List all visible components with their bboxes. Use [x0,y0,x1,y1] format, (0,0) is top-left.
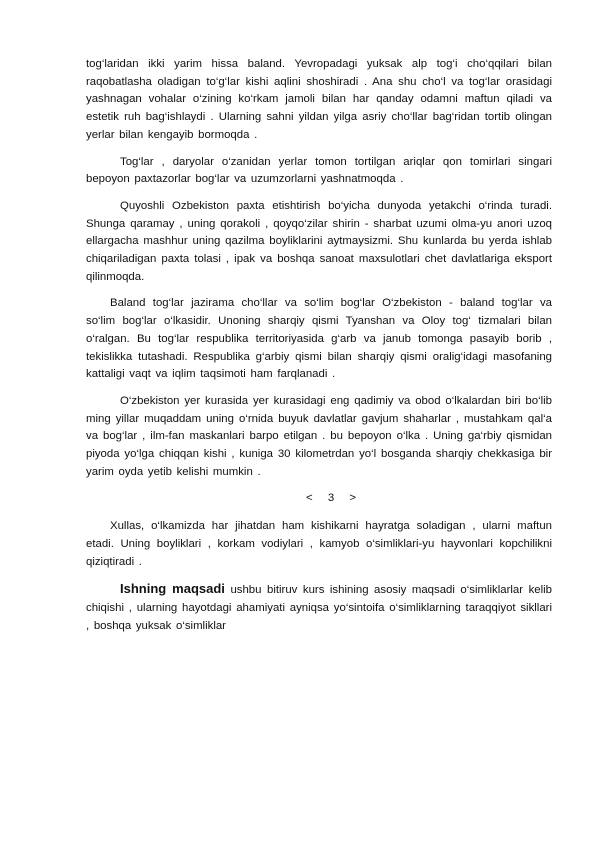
purpose-text: ushbu bitiruv kurs ishining asosiy maqsadi o‘simliklarlar kelib chiqishi , ularning hayotdagi ahamiyati ayniqsa yo‘sintoifa o‘simliklarning taraqqiyot sikllari , boshqa yuksak o‘simliklar [86,584,552,632]
paragraph-3: Quyoshli Ozbekiston paxta etishtirish bo‘yicha dunyoda yetakchi o‘rinda turadi. Shunga qaramay , uning qorakoli , qoyqo‘zilar shirin - sharbat uzumi olma-yu anori uzoq ellargacha mashhur uning qazilma boyliklarini aytmaysizmi. Shu kunlarda bu yerda ishlab chiqariladigan paxta tolasi , ipak va boshqa sanoat maxsulotlari chet davlatlariga eksport qilinmoqda. [86,199,552,283]
paragraph-6: Xullas, o‘lkamizda har jihatdan ham kishikarni hayratga soladigan , ularni maftun etadi. Uning boyliklari , korkam vodiylari , kamyob o‘simliklari-yu hayvonlari kopchilikni qiziqtiradi . [86,520,552,568]
purpose-label: Ishning maqsadi [120,581,225,597]
paragraph-2: Tog‘lar , daryolar o‘zanidan yerlar tomon tortilgan ariqlar qon tomirlari singari bepoyon paxtazorlar bog‘lar va uzumzorlarni yashnatmoqda . [86,155,552,186]
paragraph-1: tog‘laridan ikki yarim hissa baland. Yevropadagi yuksak alp tog‘i cho‘qqilari bilan raqobatlasha oladigan to‘g‘lar kishi aqlini shoshiradi . Ana shu cho‘l va tog‘lar orasidagi yashnagan vohalar o‘zining ko‘rkam jamoli bilan har qanday odamni maftun qiladi va estetik ruh bag‘ishlaydi . Ularning sahni yildan yilga asriy cho‘llar bag‘ridan tortib olingan yerlar bilan kengayib bormoqda . [86,58,552,141]
page-number: < 3 > [306,492,362,505]
paragraph-4: Baland tog‘lar jazirama cho‘llar va so‘lim bog‘lar O‘zbekiston - baland tog‘lar va so‘lim bog‘lar o‘lkasidir. Unoning sharqiy qismi Tyanshan va Oloy tog‘ tizmalari bilan o‘ralgan. Bu tog‘lar respublika territoriyasida g‘arb va janub tomonga pasayib borib , tekislikka tutashadi. Respublika g‘arbiy qismi bilan sharqiy qismi oralig‘idagi masofaning kattaligi vaqt va iqlim taqsimoti ham farqlanadi . [86,297,552,381]
paragraph-5: O‘zbekiston yer kurasida yer kurasidagi eng qadimiy va obod o‘lkalardan biri bo‘lib ming yillar muqaddam uning o‘rnida buyuk davlatlar gavjum shaharlar , mustahkam qal‘a va bog‘lar , ilm-fan maskanlari barpo etilgan . bu bepoyon o‘lka . Uning ga‘rbiy qismidan piyoda yo‘lga chiqqan kishi , kuniga 30 kilometrdan yo‘l bosganda sharqiy chekkasiga bir yarim oyda yetib kelishi mumkin . [86,394,552,478]
document-body [86,56,552,644]
purpose-paragraph [86,580,552,635]
